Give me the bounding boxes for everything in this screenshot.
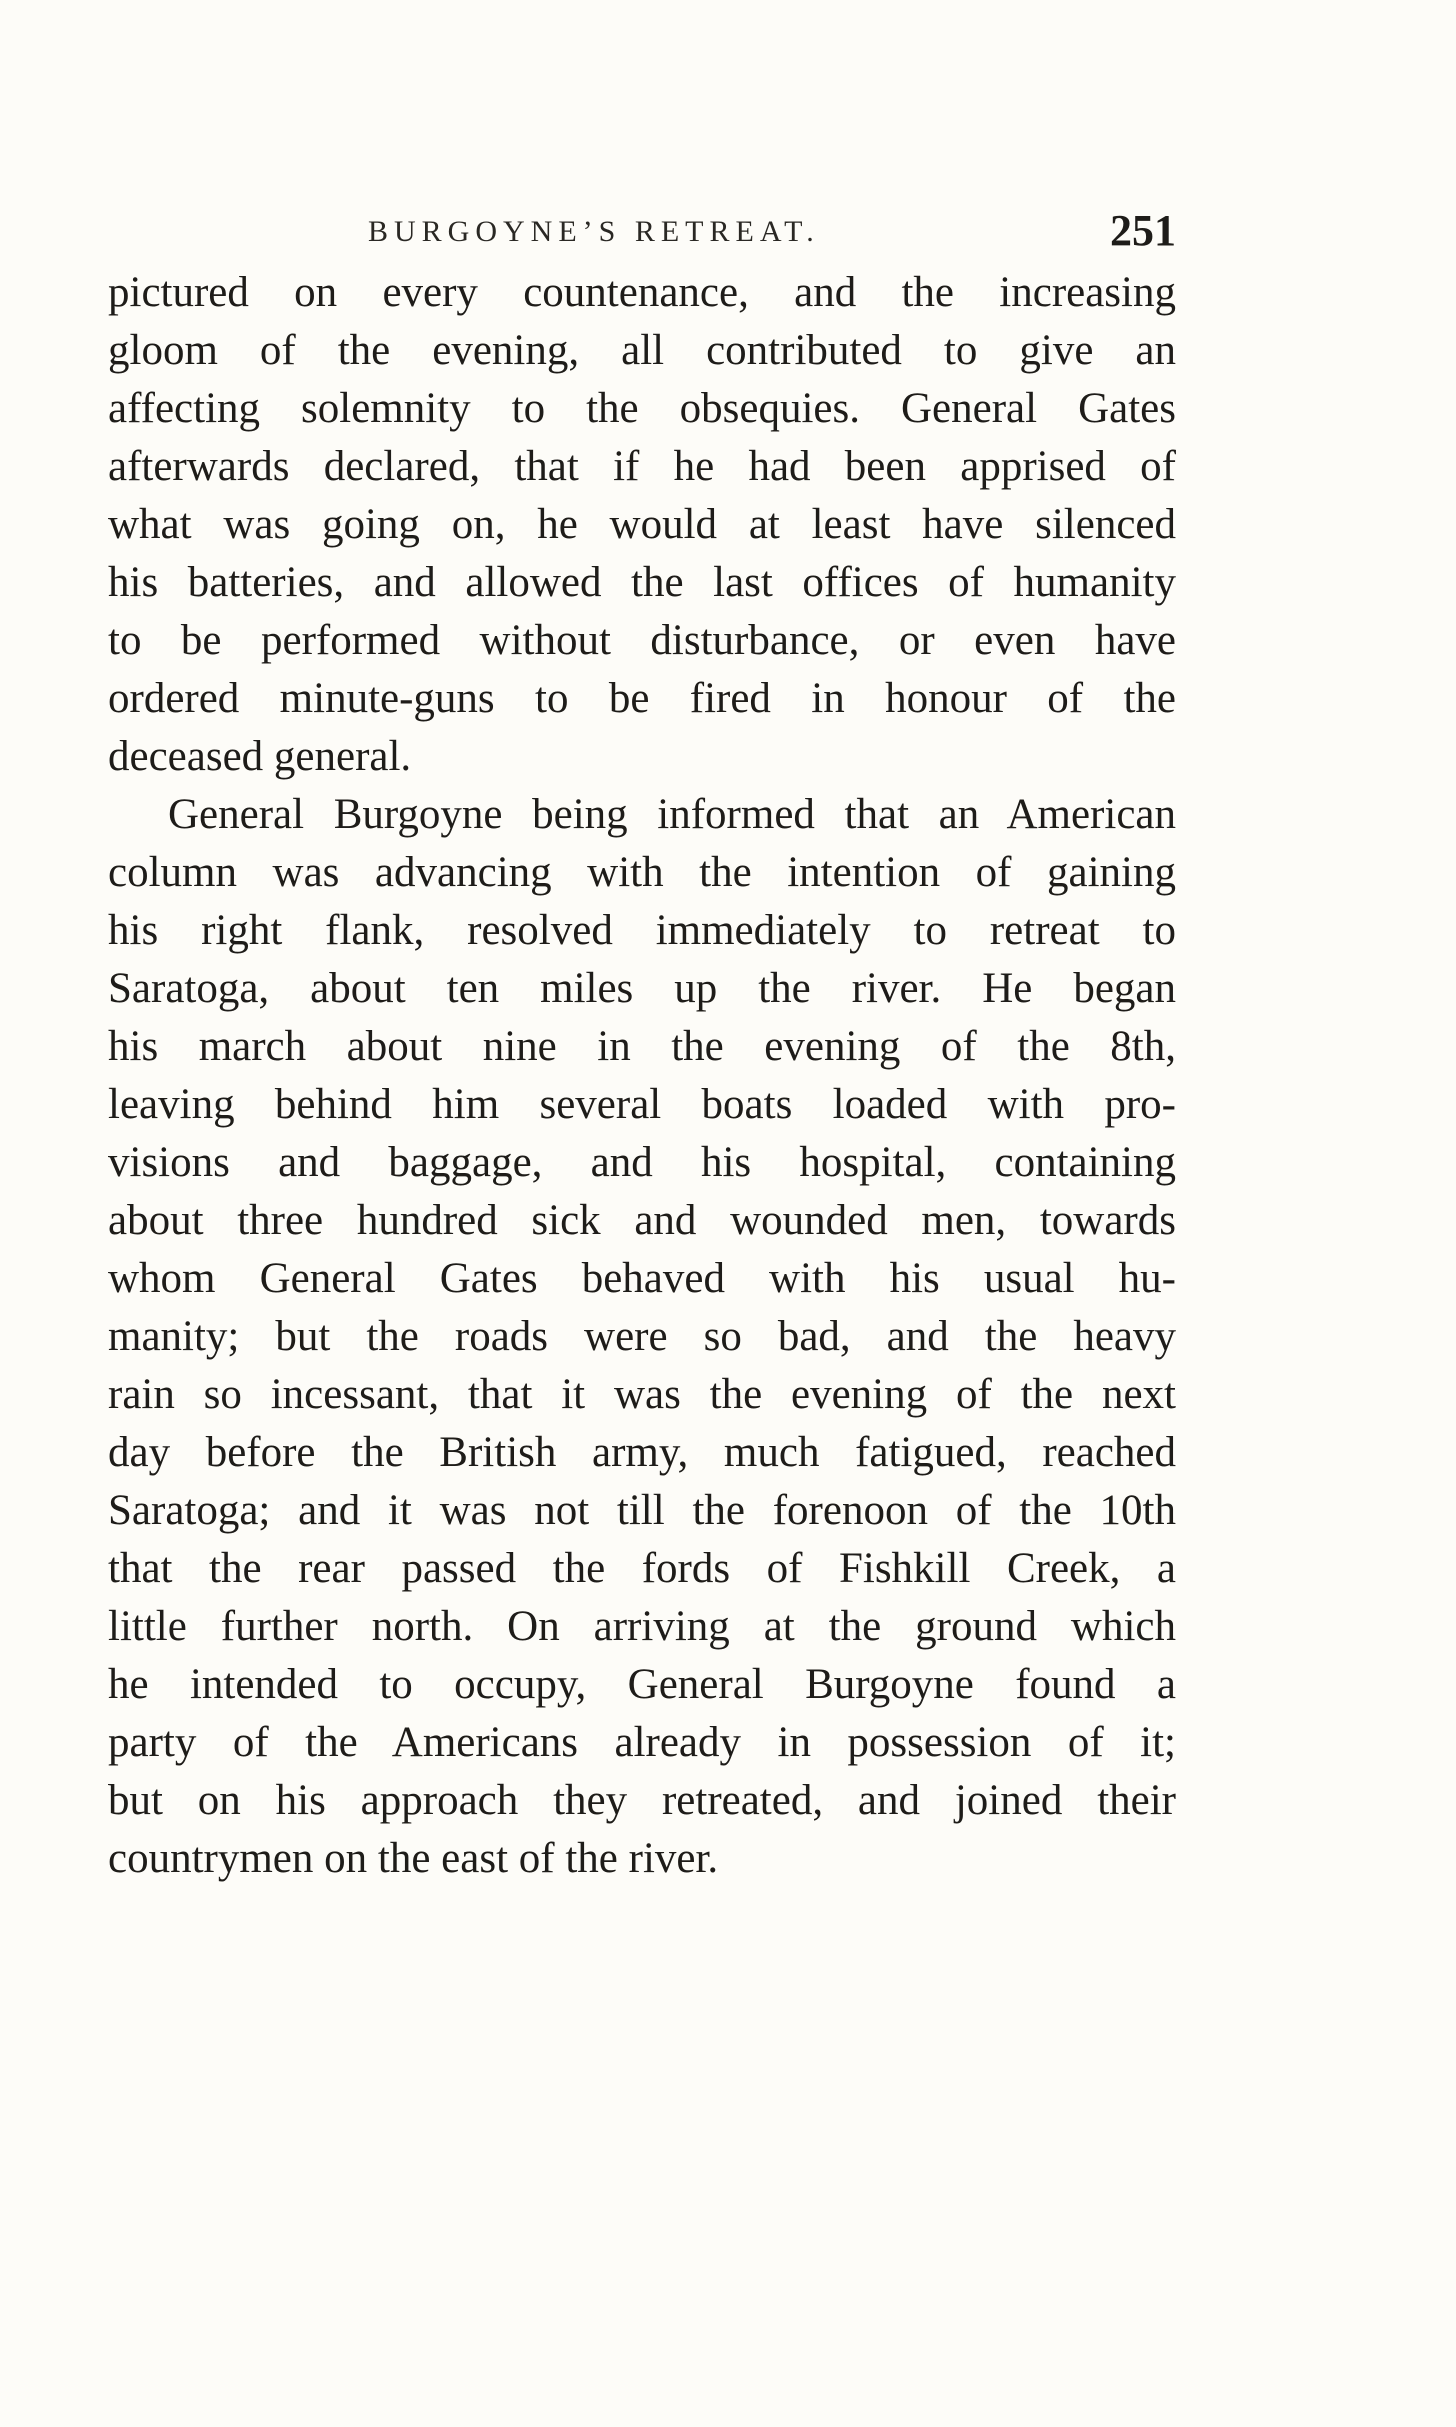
page-number: 251	[1110, 206, 1176, 255]
text-line: his batteries, and allowed the last offices of humanity	[108, 559, 1176, 606]
text-line: afterwards declared, that if he had been apprised of	[108, 443, 1176, 490]
text-line: visions and baggage, and his hospital, containing	[108, 1139, 1176, 1186]
text-line: Saratoga; and it was not till the forenoon of the 10th	[108, 1487, 1176, 1534]
text-line: he intended to occupy, General Burgoyne found a	[108, 1661, 1176, 1708]
text-line: ordered minute-guns to be fired in honour of the	[108, 675, 1176, 722]
text-line: about three hundred sick and wounded men, towards	[108, 1197, 1176, 1244]
text-line: General Burgoyne being informed that an American	[168, 791, 1176, 838]
text-line: gloom of the evening, all contributed to give an	[108, 327, 1176, 374]
text-line: that the rear passed the fords of Fishkill Creek, a	[108, 1545, 1176, 1592]
running-title: BURGOYNE’S RETREAT.	[368, 215, 820, 248]
text-line: whom General Gates behaved with his usual hu-	[108, 1255, 1176, 1302]
running-head	[108, 205, 1176, 265]
text-line: deceased general.	[108, 733, 412, 780]
paragraph	[108, 786, 1176, 1888]
text-line: leaving behind him several boats loaded with pro-	[108, 1081, 1176, 1128]
paragraph	[108, 264, 1176, 786]
body-text	[108, 264, 1176, 1888]
text-line: rain so incessant, that it was the evening of the next	[108, 1371, 1176, 1418]
text-line: pictured on every countenance, and the increasing	[108, 269, 1176, 316]
text-line: what was going on, he would at least have silenced	[108, 501, 1176, 548]
text-line: column was advancing with the intention of gaining	[108, 849, 1176, 896]
text-line: affecting solemnity to the obsequies. General Gates	[108, 385, 1176, 432]
text-line: but on his approach they retreated, and joined their	[108, 1777, 1176, 1824]
text-line: countrymen on the east of the river.	[108, 1835, 719, 1882]
text-line: his march about nine in the evening of the 8th,	[108, 1023, 1176, 1070]
text-line: party of the Americans already in possession of it;	[108, 1719, 1176, 1766]
text-line: day before the British army, much fatigued, reached	[108, 1429, 1176, 1476]
text-line: manity; but the roads were so bad, and the heavy	[108, 1313, 1176, 1360]
text-line: little further north. On arriving at the ground which	[108, 1603, 1176, 1650]
text-line: his right flank, resolved immediately to retreat to	[108, 907, 1176, 954]
text-line: Saratoga, about ten miles up the river. He began	[108, 965, 1176, 1012]
text-line: to be performed without disturbance, or even have	[108, 617, 1176, 664]
